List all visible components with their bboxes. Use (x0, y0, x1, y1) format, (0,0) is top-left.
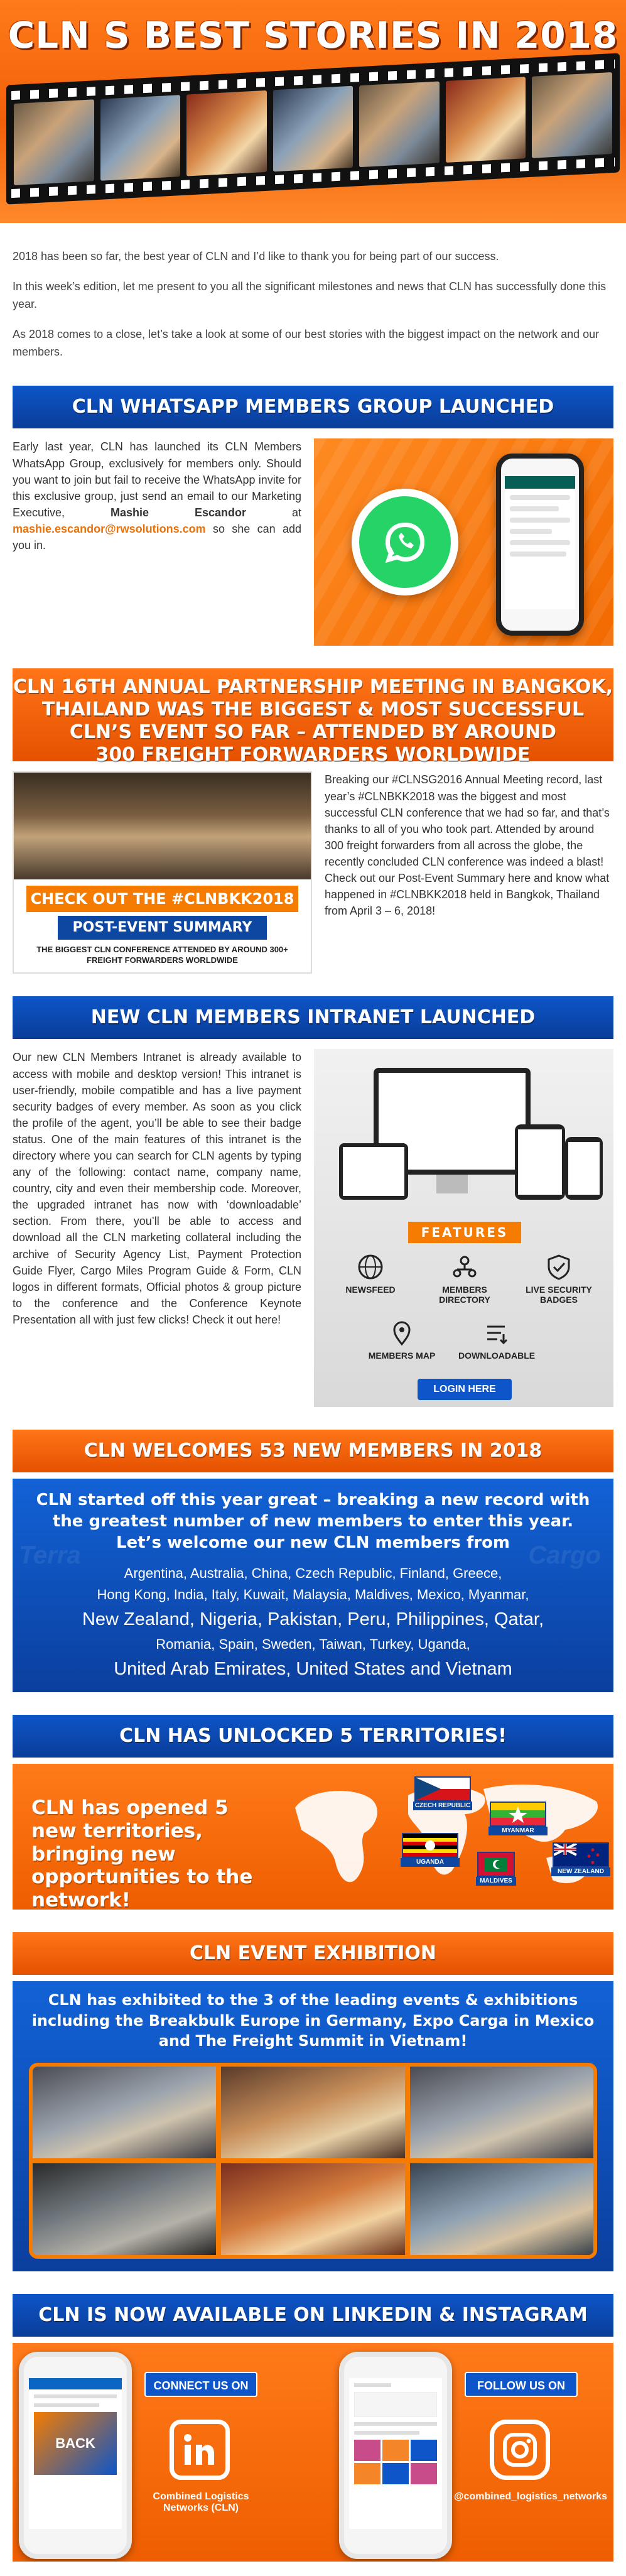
feature-newsfeed (333, 1253, 408, 1295)
flag-uganda (402, 1833, 458, 1866)
whatsapp-text-end: so she can add you in. (13, 522, 301, 552)
phone-mockup-instagram (339, 2352, 452, 2559)
intro-paragraph: In this week’s edition, let me present to you all the significant milestones and news that CLN has successfully done this year. (13, 280, 607, 310)
hero-photo (186, 90, 267, 177)
flag-myanmar (490, 1802, 546, 1835)
hero-photo (100, 95, 181, 181)
phone-mockup (515, 1124, 565, 1200)
film-strip (6, 53, 620, 204)
feature-label: NEWSFEED (345, 1285, 396, 1295)
exhibition-photo (410, 2067, 593, 2158)
instagram-icon[interactable] (490, 2420, 550, 2480)
intro (0, 223, 626, 379)
section-heading-intranet: NEW CLN MEMBERS INTRANET LAUNCHED (13, 996, 613, 1039)
new-members-lead: CLN started off this year great – breaking a new record with the greatest number of new members to enter this year. Let’s welcome our new CLN members from (36, 1491, 590, 1553)
flag-label: MYANMAR (488, 1827, 548, 1835)
whatsapp-icon (352, 489, 458, 595)
section-intranet (13, 1049, 613, 1407)
exhibition-photo-grid (29, 2063, 597, 2259)
directory-icon (451, 1253, 478, 1281)
intro-paragraph: As 2018 comes to a close, let’s take a look at some of our best stories with the biggest impact on the network and our members. (13, 327, 600, 358)
hero-photo (273, 86, 353, 172)
flag-label: CZECH REPUBLIC (413, 1802, 472, 1810)
linkedin-icon[interactable] (170, 2420, 230, 2480)
section-heading-territories: CLN HAS UNLOCKED 5 TERRITORIES! (13, 1715, 613, 1758)
country-line: New Zealand, Nigeria, Pakistan, Peru, Philippines, Qatar, (82, 1609, 544, 1630)
country-line: Hong Kong, India, Italy, Kuwait, Malaysia, Maldives, Mexico, Myanmar, (97, 1586, 529, 1602)
section-heading-meeting (13, 668, 613, 766)
exhibition-photo (410, 2163, 593, 2255)
intranet-text: Our new CLN Members Intranet is already available to access with mobile and desktop version! This intranet is user-friendly, mobile compatible and has a live payment security badges of every member. As soon as you click the profile of the agent, you’ll be able to see their badge status. One of the main features of this intranet is the directory where you can search for CLN agents by typing any of the following: contact name, company name, country, city and even their membership code. Moreover, the upgraded intranet has now with ‘downloadable’ section. From there, you’ll be able to access and download all the CLN marketing collateral including the archive of Security Agency List, Payment Protection Guide Flyer, Cargo Miles Program Guide & Form, CLN logos in different formats, Official photos & group picture to the conference and the Conference Keynote Presentation all with just few clicks! Check it out here! (13, 1051, 301, 1326)
social-block (13, 2343, 613, 2562)
country-line: United Arab Emirates, United States and Vietnam (114, 1659, 512, 1680)
territories-message: CLN has opened 5 new territories, bringing new opportunities to the network! (31, 1796, 253, 1910)
email-link[interactable]: mashie.escandor@rwsolutions.com (13, 522, 206, 535)
intranet-image (314, 1049, 613, 1407)
hero-photo (14, 99, 94, 185)
tablet-mockup (339, 1143, 408, 1200)
flag-czech-republic (414, 1776, 471, 1810)
meeting-heading-line: THAILAND WAS THE BIGGEST & MOST SUCCESSFUL (41, 698, 585, 721)
exhibition-block (13, 1981, 613, 2271)
feature-label: LIVE SECURITY BADGES (526, 1285, 592, 1305)
section-heading-whatsapp: CLN WHATSAPP MEMBERS GROUP LAUNCHED (13, 386, 613, 428)
login-button[interactable]: LOGIN HERE (418, 1379, 512, 1400)
exhibition-photo (33, 2163, 216, 2255)
flag-new-zealand (553, 1842, 609, 1876)
meeting-heading-line: 300 FREIGHT FORWARDERS WORLDWIDE (95, 744, 531, 766)
conference-caption: THE BIGGEST CLN CONFERENCE ATTENDED BY AROUND 300+ FREIGHT FORWARDERS WORLDWIDE (36, 945, 288, 965)
linkedin-name: Combined Logistics Networks (CLN) (153, 2491, 249, 2514)
flag-label: NEW ZEALAND (551, 1867, 610, 1876)
shield-check-icon (545, 1253, 573, 1281)
whatsapp-image (314, 438, 613, 646)
exhibition-photo (221, 2163, 404, 2255)
hero-photo (446, 77, 526, 163)
section-heading-exhibition: CLN EVENT EXHIBITION (13, 1932, 613, 1975)
flag-label: MALDIVES (476, 1877, 516, 1886)
territories-block (13, 1764, 613, 1910)
section-whatsapp (13, 438, 613, 646)
intro-paragraph: 2018 has been so far, the best year of CLN and I’d like to thank you for being part of our success. (13, 250, 499, 263)
feature-security-badges (521, 1253, 596, 1305)
hero-photo (359, 81, 440, 167)
phone-mockup (565, 1137, 603, 1200)
feature-label: MEMBERS MAP (368, 1350, 436, 1361)
features-label: FEATURES (408, 1222, 521, 1243)
flag-label: UGANDA (401, 1858, 460, 1867)
post-event-summary-label: POST-EVENT SUMMARY (58, 916, 267, 940)
group-photo (14, 773, 311, 879)
whatsapp-text-at: at (291, 506, 301, 519)
country-line: Romania, Spain, Sweden, Taiwan, Turkey, Uganda, (156, 1636, 470, 1652)
event-hashtag-label: CHECK OUT THE #CLNBKK2018 (26, 886, 298, 912)
meeting-text: Breaking our #CLNSG2016 Annual Meeting record, last year’s #CLNBKK2018 was the biggest and most successful CLN conference that we had so far, and that’s thanks to all of you who took part. Attended by around 300 freight forwarders from all across the globe, the recently concluded CLN conference was indeed a blast! Check out our Post-Event Summary here and know what happened in #CLNBKK2018 held in Bangkok, Thailand from April 3 – 6, 2018! (325, 773, 610, 918)
feature-members-map (364, 1319, 440, 1361)
whatsapp-text-body: Early last year, CLN has launched its CLN Members WhatsApp Group, exclusively for members only. Should you want to join but fail to receive the WhatsApp invite for this exclusive group, just send an email to our Marketing Executive, (13, 440, 301, 519)
feature-directory (427, 1253, 502, 1305)
globe-icon (357, 1253, 384, 1281)
meeting-image[interactable] (13, 771, 312, 974)
download-icon (482, 1319, 510, 1347)
country-list (31, 1563, 595, 1683)
whatsapp-text (13, 438, 301, 646)
meeting-heading-line: CLN 16TH ANNUAL PARTNERSHIP MEETING IN BANGKOK, (13, 676, 613, 698)
exhibition-photo (221, 2067, 404, 2158)
flag-maldives (477, 1852, 515, 1885)
feature-downloadable (458, 1319, 534, 1361)
contact-name: Mashie Escandor (111, 506, 246, 519)
phone-mockup-linkedin (19, 2352, 132, 2559)
section-heading-social: CLN IS NOW AVAILABLE ON LINKEDIN & INSTAGRAM (13, 2294, 613, 2337)
country-line: Argentina, Australia, China, Czech Republic, Finland, Greece, (124, 1565, 502, 1581)
section-heading-new-members: CLN WELCOMES 53 NEW MEMBERS IN 2018 (13, 1430, 613, 1472)
hero-banner (0, 0, 626, 223)
hero-photo (532, 72, 612, 158)
new-members-block: Terra Cargo CLN started off this year great – breaking a new record with the greatest number of new members to enter this year. Let’s welcome our new CLN members from Argentina, Australia, China, Czech Republic, Finland, Greece, Hong Kong, India, Italy, Kuwait, Malaysia, Maldives, Mexico, Myanmar, New Zealand, Nigeria, Pakistan, Peru, Philippines, Qatar, Romania, Spain, Sweden, Taiwan, Turkey, Uganda, United Arab Emirates, United States and Vietnam (13, 1479, 613, 1692)
map-pin-icon (388, 1319, 416, 1347)
connect-us-button[interactable]: CONNECT US ON (144, 2372, 257, 2397)
phone-back-label: BACK (34, 2412, 117, 2475)
exhibition-photo (33, 2067, 216, 2158)
exhibition-lead: CLN has exhibited to the 3 of the leading events & exhibitions including the Breakbulk Europe in Germany, Expo Carga in Mexico and The Freight Summit in Vietnam! (31, 1991, 595, 2050)
hero-title: CLN S BEST STORIES IN 2018 (8, 14, 618, 57)
instagram-handle: @combined_logistics_networks (453, 2491, 608, 2503)
feature-label: DOWNLOADABLE (458, 1350, 536, 1361)
feature-label: MEMBERS DIRECTORY (439, 1285, 490, 1305)
section-meeting (13, 771, 613, 974)
follow-us-button[interactable]: FOLLOW US ON (465, 2372, 578, 2397)
meeting-heading-line: CLN’S EVENT SO FAR – ATTENDED BY AROUND (69, 721, 557, 744)
phone-mockup (496, 454, 584, 636)
